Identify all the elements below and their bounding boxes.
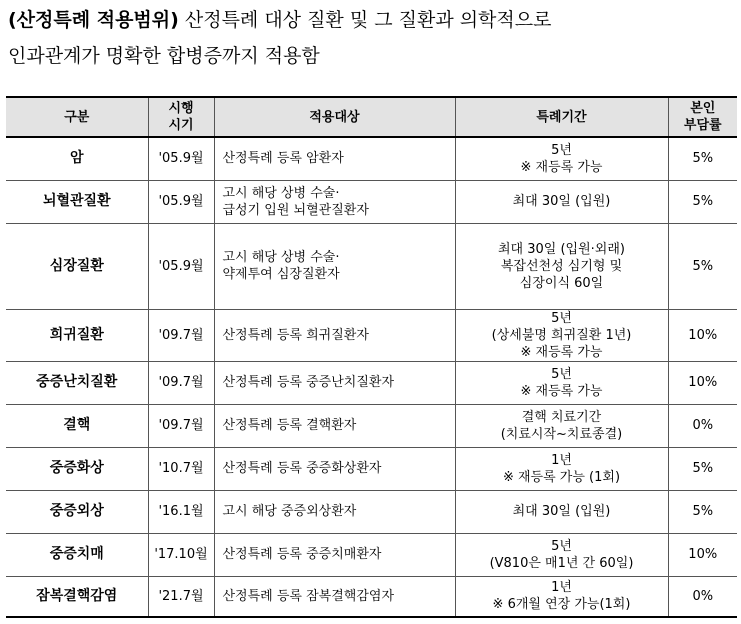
cell-start-date: '05.9월: [148, 180, 214, 223]
header-start-line2: 시기: [168, 118, 194, 133]
table-row: [6, 223, 737, 309]
cell-period-line: 1년: [551, 452, 572, 468]
header-copay: [668, 97, 737, 137]
header-copay-line2: 부담률: [683, 118, 722, 133]
cell-target-line: 산정특례 등록 중증난치질환자: [222, 375, 395, 390]
cell-period-line: 심장이식 60일: [519, 275, 604, 291]
cell-period-line: 최대 30일 (입원): [512, 504, 611, 519]
heading: [8, 2, 736, 74]
cell-copay-rate: 0%: [668, 404, 737, 447]
cell-period-line: 복잡선천성 심기형 및: [500, 258, 623, 274]
cell-period-line: 1년: [551, 580, 572, 596]
cell-target-line: 산정특례 등록 중증화상환자: [222, 461, 382, 476]
cell-target-line: 급성기 입원 뇌혈관질환자: [222, 202, 369, 218]
cell-category: 희귀질환: [6, 309, 148, 361]
cell-period-line: ※ 재등록 가능: [520, 344, 603, 360]
cell-period-line: ※ 재등록 가능: [520, 159, 603, 175]
cell-target-line: 고시 해당 상병 수술·: [222, 250, 340, 265]
cell-period: [455, 533, 668, 576]
heading-line-1: [8, 2, 736, 38]
table-row: [6, 533, 737, 576]
cell-period: [455, 576, 668, 617]
cell-period-line: 5년: [551, 310, 572, 326]
cell-copay-rate: 10%: [668, 361, 737, 404]
cell-category: 뇌혈관질환: [6, 180, 148, 223]
cell-category: 중증화상: [6, 447, 148, 490]
cell-start-date: '09.7월: [148, 404, 214, 447]
cell-target-line: 산정특례 등록 결핵환자: [222, 418, 357, 433]
table-row: [6, 361, 737, 404]
cell-period: [455, 490, 668, 533]
cell-target: [214, 576, 455, 617]
cell-copay-rate: 5%: [668, 223, 737, 309]
cell-period: [455, 309, 668, 361]
cell-start-date: '21.7월: [148, 576, 214, 617]
cell-period-line: (V810은 매1년 간 60일): [489, 555, 634, 571]
cell-period-line: 최대 30일 (입원): [512, 194, 611, 209]
cell-start-date: '10.7월: [148, 447, 214, 490]
cell-target: [214, 404, 455, 447]
header-start-date: [148, 97, 214, 137]
header-target: 적용대상: [214, 97, 455, 137]
table-row: [6, 180, 737, 223]
heading-line-1-text: 산정특례 대상 질환 및 그 질환과 의학적으로: [178, 9, 552, 31]
cell-category: 암: [6, 137, 148, 180]
cell-target: [214, 533, 455, 576]
cell-category: 중증외상: [6, 490, 148, 533]
cell-target-line: 고시 해당 중증외상환자: [222, 504, 357, 519]
cell-copay-rate: 5%: [668, 180, 737, 223]
table-row: [6, 447, 737, 490]
cell-period-line: 결핵 치료기간: [521, 409, 602, 425]
cell-period: [455, 137, 668, 180]
cell-period-line: ※ 6개월 연장 가능(1회): [492, 597, 631, 613]
header-period: 특례기간: [455, 97, 668, 137]
cell-start-date: '16.1월: [148, 490, 214, 533]
cell-target: [214, 309, 455, 361]
cell-target-line: 산정특례 등록 잠복결핵감염자: [222, 588, 395, 604]
table-row: [6, 309, 737, 361]
cell-period: [455, 180, 668, 223]
cell-copay-rate: 0%: [668, 576, 737, 617]
cell-period-line: 5년: [551, 142, 572, 158]
cell-target-line: 산정특례 등록 희귀질환자: [222, 327, 369, 343]
cell-period: [455, 447, 668, 490]
cell-period-line: ※ 재등록 가능 (1회): [502, 469, 621, 485]
heading-line-2: 인과관계가 명확한 합병증까지 적용함: [8, 45, 320, 67]
cell-target: [214, 180, 455, 223]
cell-target-line: 산정특례 등록 암환자: [222, 151, 344, 167]
cell-category: 심장질환: [6, 223, 148, 309]
cell-period: [455, 404, 668, 447]
cell-start-date: '05.9월: [148, 223, 214, 309]
cell-copay-rate: 5%: [668, 137, 737, 180]
cell-period-line: 5년: [551, 366, 572, 382]
cell-period-line: ※ 재등록 가능: [520, 383, 603, 399]
heading-bold-label: (산정특례 적용범위): [8, 9, 179, 31]
cell-copay-rate: 5%: [668, 490, 737, 533]
cell-copay-rate: 10%: [668, 533, 737, 576]
table-row: [6, 576, 737, 617]
cell-target: [214, 361, 455, 404]
table-body: [6, 137, 737, 617]
cell-category: 잠복결핵감염: [6, 576, 148, 617]
cell-target: [214, 447, 455, 490]
cell-target-line: 고시 해당 상병 수술·: [222, 185, 340, 201]
cell-period-line: 5년: [551, 538, 572, 554]
cell-period-line: 최대 30일 (입원·외래): [498, 241, 625, 257]
table-row: [6, 490, 737, 533]
table-header-row: [6, 97, 737, 137]
cell-category: 중증난치질환: [6, 361, 148, 404]
cell-start-date: '17.10월: [148, 533, 214, 576]
copay-exception-table: [6, 96, 737, 618]
header-copay-line1: 본인: [690, 101, 716, 116]
cell-start-date: '09.7월: [148, 361, 214, 404]
table-row: [6, 404, 737, 447]
cell-target: [214, 490, 455, 533]
cell-target-line: 약제투여 심장질환자: [222, 267, 340, 282]
cell-period: [455, 361, 668, 404]
cell-period-line: (치료시작~치료종결): [500, 426, 623, 442]
cell-category: 중증치매: [6, 533, 148, 576]
cell-category: 결핵: [6, 404, 148, 447]
cell-start-date: '05.9월: [148, 137, 214, 180]
cell-target: [214, 137, 455, 180]
table-row: [6, 137, 737, 180]
cell-copay-rate: 5%: [668, 447, 737, 490]
cell-target: [214, 223, 455, 309]
cell-copay-rate: 10%: [668, 309, 737, 361]
cell-period-line: (상세불명 희귀질환 1년): [491, 327, 632, 343]
cell-period: [455, 223, 668, 309]
header-category: 구분: [6, 97, 148, 137]
cell-start-date: '09.7월: [148, 309, 214, 361]
header-start-line1: 시행: [168, 101, 194, 116]
cell-target-line: 산정특례 등록 중증치매환자: [222, 547, 382, 562]
